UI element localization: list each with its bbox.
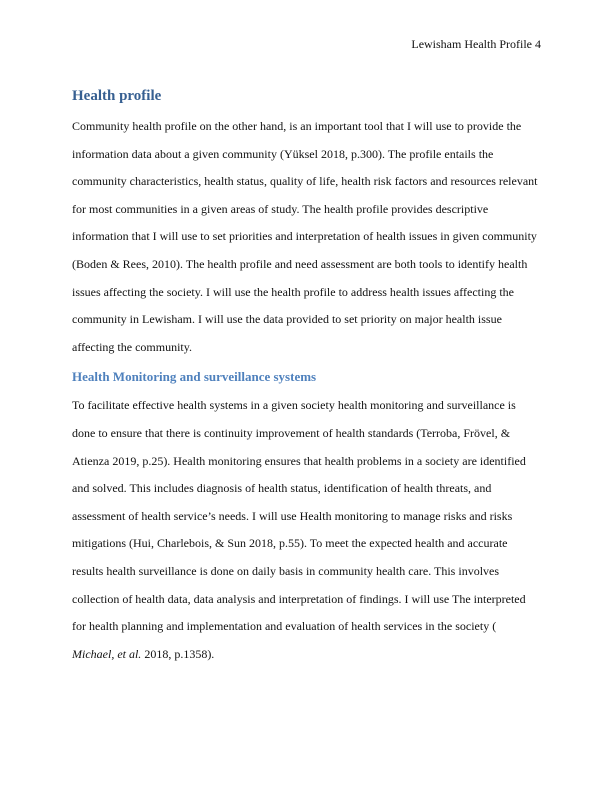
monitoring-paragraph-text: To facilitate effective health systems in a given society health monitoring and surveillance is done to ensure that there is continuity improvement of health standards (Terroba, Frövel, & Atienza 2019, p.25). Health monitoring ensures that health problems in a society are identified and solved. This includes diagnosis of health status, identification of health threats, and assessment of health service’s needs. I will use Health monitoring to manage risks and risks mitigations (Hui, Charlebois, & Sun 2018, p.55). To meet the expected health and accurate results health surveillance is done on daily basis in community health care. This involves collection of health data, data analysis and interpretation of findings. I will use The interpreted for health planning and implementation and evaluation of health services in the society ( <box>72 398 526 634</box>
running-head-title: Lewisham Health Profile <box>411 37 532 51</box>
monitoring-paragraph <box>72 392 540 668</box>
document-body <box>72 86 540 668</box>
citation-authors: Michael, et al. <box>72 646 142 661</box>
section-heading-monitoring: Health Monitoring and surveillance systems <box>72 369 317 385</box>
page-number: 4 <box>535 37 541 51</box>
citation-details: 2018, p.1358). <box>141 646 215 661</box>
running-head <box>411 37 541 51</box>
section-heading-health-profile: Health profile <box>72 88 162 104</box>
health-profile-paragraph: Community health profile on the other hand, is an important tool that I will use to provide the information data about a given community (Yüksel 2018, p.300). The profile entails the community characteristics, health status, quality of life, health risk factors and resources relevant for most communities in a given areas of study. The health profile provides descriptive information that I will use to set priorities and interpretation of health issues in given community (Boden & Rees, 2010). The health profile and need assessment are both tools to identify health issues affecting the society. I will use the health profile to address health issues affecting the community in Lewisham. I will use the data provided to set priority on major health issue affecting the community. <box>72 119 538 354</box>
